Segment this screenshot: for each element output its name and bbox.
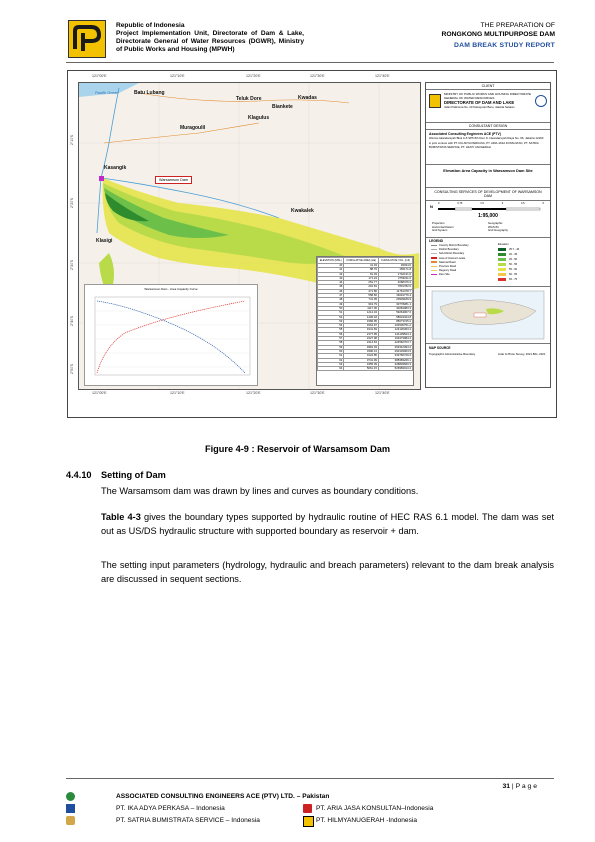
- client-text: MINISTRY OF PUBLIC WORKS AND HOUSING DIRECTORATE GENERAL OF WATER RESOURCES: [444, 92, 531, 100]
- place-label: Biankete: [272, 104, 293, 110]
- paragraph-3: The setting input parameters (hydrology, hydraulic and breach parameters) relevant to the dam break analysis are discussed in sequent sections.: [101, 560, 554, 584]
- scale-block: [426, 201, 550, 238]
- table-cell: 1436.18: [344, 315, 379, 319]
- header-divider: [66, 62, 554, 63]
- header-right: [441, 22, 555, 51]
- section-title: Setting of Dam: [101, 470, 166, 480]
- elevation-table: [316, 256, 414, 386]
- north-arrow-icon: N: [430, 204, 433, 209]
- map-source-left: Topographic Administrative Boundary: [429, 352, 476, 356]
- elevation-label: 45 - 50: [509, 258, 518, 261]
- satria-logo-icon: [66, 816, 75, 825]
- table-cell: 85073745.2: [378, 319, 412, 323]
- scale-tick: 0: [438, 202, 440, 205]
- table-cell: 54: [318, 324, 344, 328]
- client-seal-icon: [535, 95, 547, 107]
- table-cell: 428803660.3: [378, 362, 412, 366]
- table-cell: 61: [318, 354, 344, 358]
- table-cell: 50: [318, 306, 344, 310]
- elevation-swatch: [498, 258, 506, 261]
- footer-partner-3: PT. SATRIA BUMISTRATA SERVICE – Indonesia: [116, 817, 260, 824]
- elevation-label: 65 - 75: [509, 278, 518, 281]
- footer-partner-2: PT. ARIA JASA KONSULTAN–Indonesia: [316, 805, 434, 812]
- footer-divider: [66, 778, 554, 779]
- datum-label: Horizontal Datum: [432, 224, 454, 229]
- table-cell: 471.86: [344, 289, 379, 293]
- client-directorate: DIRECTORATE OF DAM AND LAKE: [444, 100, 515, 105]
- table-cell: 741.09: [344, 298, 379, 302]
- elevation-item: [498, 277, 519, 282]
- table-cell: 1586.95: [344, 319, 379, 323]
- elevation-swatch: [498, 268, 506, 271]
- footer-partner-1: PT. IKA ADYA PERKASA – Indonesia: [116, 805, 225, 812]
- elevation-swatch: [498, 263, 506, 266]
- table-cell: 40: [318, 264, 344, 268]
- legend-swatch: [431, 261, 437, 263]
- page-number-value: 31: [502, 783, 511, 790]
- table-cell: 16091776.4: [378, 294, 412, 298]
- page-label: | P a g e: [511, 783, 537, 790]
- map-source-block: [426, 344, 550, 370]
- table-cell: 3741.99: [344, 358, 379, 362]
- table-cell: 224562703.7: [378, 341, 412, 345]
- legend-left-list: [431, 244, 469, 278]
- ace-logo-icon: [66, 792, 75, 801]
- legend-label: Regency Road: [439, 269, 457, 273]
- projection-info: [432, 222, 454, 233]
- table-cell: 58: [318, 341, 344, 345]
- table-cell: 52: [318, 315, 344, 319]
- scale-tick: 1.5: [480, 202, 484, 205]
- legend-right-list: [498, 247, 519, 282]
- ministry-logo: [68, 20, 106, 58]
- table-cell: 1941.69: [344, 328, 379, 332]
- table-cell: 11761478.7: [378, 289, 412, 293]
- place-label: Kasangik: [104, 165, 127, 171]
- scale-ratio: 1:95,000: [478, 213, 498, 219]
- map-source-header: MAP SOURCE: [429, 346, 451, 350]
- table-cell: 526983013.4: [378, 367, 412, 371]
- map-source-right: Lidar & Photo Survey, 2021 BIG, 2021: [498, 352, 546, 356]
- client-logo: [429, 94, 441, 108]
- table-cell: 43: [318, 276, 344, 280]
- hilmy-logo-icon: [303, 816, 314, 827]
- elevation-label: 60 - 65: [509, 273, 518, 276]
- side-coord: 2°10'S: [70, 135, 74, 145]
- place-label: Teluk Dore: [236, 96, 262, 102]
- legend-label: Area of Interest Locate: [439, 256, 466, 260]
- scale-tick: 3: [501, 202, 504, 205]
- table-cell: 5061.15: [344, 367, 379, 371]
- service-title: CONSULTING SERVICES OF DEVELOPMENT OF WARSAMSON DAM: [426, 188, 550, 201]
- table-cell: 251.77: [344, 281, 379, 285]
- table-cell: 41: [318, 268, 344, 272]
- table-cell: 55: [318, 328, 344, 332]
- header-preparation: THE PREPARATION OF: [480, 22, 555, 29]
- area-capacity-chart: [84, 284, 258, 386]
- table-cell: 68624424.8: [378, 315, 412, 319]
- bottom-coord: 121°10'E: [170, 391, 185, 395]
- table-cell: 291.81: [344, 285, 379, 289]
- header-republic: Republic of Indonesia: [116, 22, 185, 29]
- table-cell: 290133003.9: [378, 349, 412, 353]
- location-inset: [426, 287, 550, 344]
- legend-label: Country District Boundary: [439, 244, 469, 247]
- table-cell: 47: [318, 294, 344, 298]
- table-cell: 2753011.0: [378, 276, 412, 280]
- table-cell: 141109524.1: [378, 332, 412, 336]
- map-legend-panel: [425, 82, 551, 388]
- table-cell: 2427.08: [344, 337, 379, 341]
- table-cell: 49: [318, 302, 344, 306]
- scale-tick: 6: [542, 202, 544, 205]
- top-coord: 121°40'E: [375, 74, 390, 78]
- side-coord: 2°50'S: [70, 364, 74, 374]
- table-cell: 3390.41: [344, 349, 379, 353]
- scale-tick: 4.5: [521, 202, 525, 205]
- section-number: 4.4.10: [66, 470, 92, 480]
- table-cell: 46: [318, 289, 344, 293]
- elevation-label: 35.7 - 40: [509, 248, 520, 251]
- table-header: ELEVATION (MSL): [318, 258, 344, 264]
- consultant-jv: in joint venture with PT. IKA ADYA PERKASA, PT. ARIA JASA KONSULTAN, PT. SATRIA BUMISTRATA SERVICE, PT. HILMY ANUGERAH: [429, 141, 539, 149]
- table-cell: 60: [318, 349, 344, 353]
- header-project-name: RONGKONG MULTIPURPOSE DAM: [441, 30, 555, 38]
- table-cell: 253312394.4: [378, 345, 412, 349]
- client-block: [426, 90, 550, 123]
- table-cell: 171.24: [344, 276, 379, 280]
- paragraph-1: The Warsamsom dam was drawn by lines and curves as boundary conditions.: [101, 486, 419, 496]
- table-row: [318, 367, 413, 371]
- table-cell: 59: [318, 345, 344, 349]
- table-cell: 4068476.3: [378, 281, 412, 285]
- place-label: Pacific Ocean: [95, 91, 119, 95]
- table-reference: Table 4-3: [101, 512, 141, 522]
- table-cell: 64: [318, 367, 344, 371]
- top-coord: 121°00'E: [92, 74, 107, 78]
- bottom-coord: 121°40'E: [375, 391, 390, 395]
- legend-label: National Road: [439, 260, 456, 264]
- table-header: CUMULATIVE AREA (Ha): [344, 258, 379, 264]
- side-coord: 2°30'S: [70, 260, 74, 270]
- table-cell: 41.03: [344, 264, 379, 268]
- projection-values: [488, 222, 508, 233]
- legend-swatch: [431, 257, 437, 259]
- bottom-coord: 121°20'E: [246, 391, 261, 395]
- table-cell: 56: [318, 332, 344, 336]
- legend-swatch: [431, 253, 437, 255]
- footer-partner-4: PT. HILMYANUGERAH -Indonesia: [316, 817, 418, 824]
- elevation-swatch: [498, 273, 506, 276]
- table-cell: 104530751.2: [378, 324, 412, 328]
- paragraph-2-text: gives the boundary types supported by hydraulic routine of HEC RAS 6.1 model. The dam was set out as US/DS hydraulic structure with supported boundary as reservoir + dam.: [101, 512, 554, 536]
- table-cell: 45: [318, 285, 344, 289]
- side-coord: 2°20'S: [70, 198, 74, 208]
- bottom-coord: 121°00'E: [92, 391, 107, 395]
- table-cell: 919.79: [344, 302, 379, 306]
- top-coord: 121°20'E: [246, 74, 261, 78]
- footer-company: ASSOCIATED CONSULTING ENGINEERS ACE (PTV) LTD. – Pakistan: [116, 793, 330, 800]
- legend-swatch: [431, 249, 437, 251]
- place-label: Kwakalek: [291, 208, 314, 214]
- elevation-swatch: [498, 248, 506, 251]
- table-cell: 53: [318, 319, 344, 323]
- table-cell: 62: [318, 358, 344, 362]
- legend-label: District Boundary: [439, 248, 459, 252]
- place-label: Batu Lubang: [134, 90, 165, 96]
- table-cell: 1742131.6: [378, 272, 412, 276]
- legend-swatch: [431, 270, 437, 272]
- table-cell: 51: [318, 311, 344, 315]
- header-project-unit: Project Implementation Unit, Directorate of Dam & Lake, Directorate General of Water Resources (DGWR), Ministry of Public Works and Housing (MPWH): [116, 30, 304, 53]
- datum-value: WGS 84: [488, 224, 499, 229]
- legend-label: Dam Site: [439, 273, 450, 277]
- table-cell: 48: [318, 298, 344, 302]
- table-cell: 20939189.9: [378, 298, 412, 302]
- area-curve: [97, 301, 245, 373]
- table-cell: 93034.6: [378, 264, 412, 268]
- legend-block: [426, 238, 550, 287]
- elevation-swatch: [498, 253, 506, 256]
- legend-label: Province Road: [439, 265, 457, 269]
- consultant-header: CONSULTANT DESIGN: [426, 123, 550, 130]
- table-header: CUMULATIVE VOL. (m3): [378, 258, 412, 264]
- consultant-name: Associated Consulting Engineers ACE (PTV): [429, 132, 501, 136]
- table-cell: 42: [318, 272, 344, 276]
- table-cell: 2177.95: [344, 332, 379, 336]
- table-cell: 63: [318, 362, 344, 366]
- table-cell: 40281083.3: [378, 306, 412, 310]
- place-label: Muragoulil: [180, 125, 206, 131]
- elevation-label: 40 - 45: [509, 253, 518, 256]
- legend-swatch: [431, 274, 437, 276]
- table-cell: 91.03: [344, 272, 379, 276]
- elevation-label: 50 - 55: [509, 263, 518, 266]
- elevation-swatch: [498, 278, 506, 281]
- table-cell: 44: [318, 281, 344, 285]
- top-coord: 121°30'E: [310, 74, 325, 78]
- legend-header: LEGEND: [429, 239, 444, 243]
- legend-swatch: [431, 266, 437, 268]
- table-cell: 333760729.3: [378, 354, 412, 358]
- figure-caption: Figure 4-9 : Reservoir of Warsamsom Dam: [205, 444, 390, 454]
- table-cell: 4981.03: [344, 345, 379, 349]
- table-cell: 1214.34: [344, 311, 379, 315]
- map-title: Elevation Area Capacity in Warsamson Dam Site: [426, 165, 550, 188]
- table-cell: 57: [318, 337, 344, 341]
- table-cell: 155171.8: [378, 268, 412, 272]
- table-cell: 1664.97: [344, 324, 379, 328]
- elevation-label: 55 - 60: [509, 268, 518, 271]
- projection-value: Geographic: [488, 221, 503, 225]
- table-cell: 88.76: [344, 268, 379, 272]
- table-cell: 163473984.4: [378, 337, 412, 341]
- place-label: Klagulus: [248, 115, 270, 121]
- paragraph-2: [101, 510, 554, 538]
- table-cell: 124120363.4: [378, 328, 412, 332]
- table-cell: 558.66: [344, 294, 379, 298]
- place-label: Klasigi: [96, 238, 113, 244]
- grid-value: Grid Geography: [488, 228, 508, 233]
- place-label: Kwadas: [298, 95, 317, 101]
- projection-label: Projection: [432, 221, 445, 225]
- top-coord: 121°10'E: [170, 74, 185, 78]
- legend-swatch: [431, 245, 437, 247]
- elevation-header: Elevation: [498, 243, 509, 246]
- consultant-block: [426, 130, 550, 165]
- table-cell: 2414.63: [344, 341, 379, 345]
- scale-ticks: [438, 202, 544, 205]
- table-cell: 7801782.9: [378, 285, 412, 289]
- table-cell: 1117.36: [344, 306, 379, 310]
- page-number: [502, 783, 537, 790]
- client-address: Jalan Pattimura No. 20 Kebayoran Baru, Jakarta Selatan: [444, 105, 515, 109]
- client-header: CLIENT: [426, 83, 550, 90]
- scale-bar: [438, 206, 544, 212]
- table-cell: 59264007.0: [378, 311, 412, 315]
- dam-callout: Warsamson Dam: [155, 176, 192, 184]
- side-coord: 2°40'S: [70, 316, 74, 326]
- chart-title: Warsamson Dam - Area Capacity Curve: [144, 287, 198, 291]
- legend-label: Sub-District Boundary: [439, 252, 465, 256]
- ika-logo-icon: [66, 804, 75, 813]
- legend-item: [431, 273, 469, 277]
- grid-label: Grid System: [432, 228, 448, 233]
- table-cell: 388383226.1: [378, 358, 412, 362]
- consultant-address: Wisma Iskandarsyah Blok A-5 SP5 8th floor Jl. Iskandarsyah Raya No. 66, Jakarta 12160: [429, 136, 544, 140]
- header-report-title: DAM BREAK STUDY REPORT: [454, 42, 555, 50]
- table-cell: 30778281.1: [378, 302, 412, 306]
- header-left: [116, 22, 304, 54]
- aria-logo-icon: [303, 804, 312, 813]
- scale-tick: 0.75: [457, 202, 463, 205]
- table-cell: 3124.85: [344, 354, 379, 358]
- table-cell: 4355.39: [344, 362, 379, 366]
- bottom-coord: 121°30'E: [310, 391, 325, 395]
